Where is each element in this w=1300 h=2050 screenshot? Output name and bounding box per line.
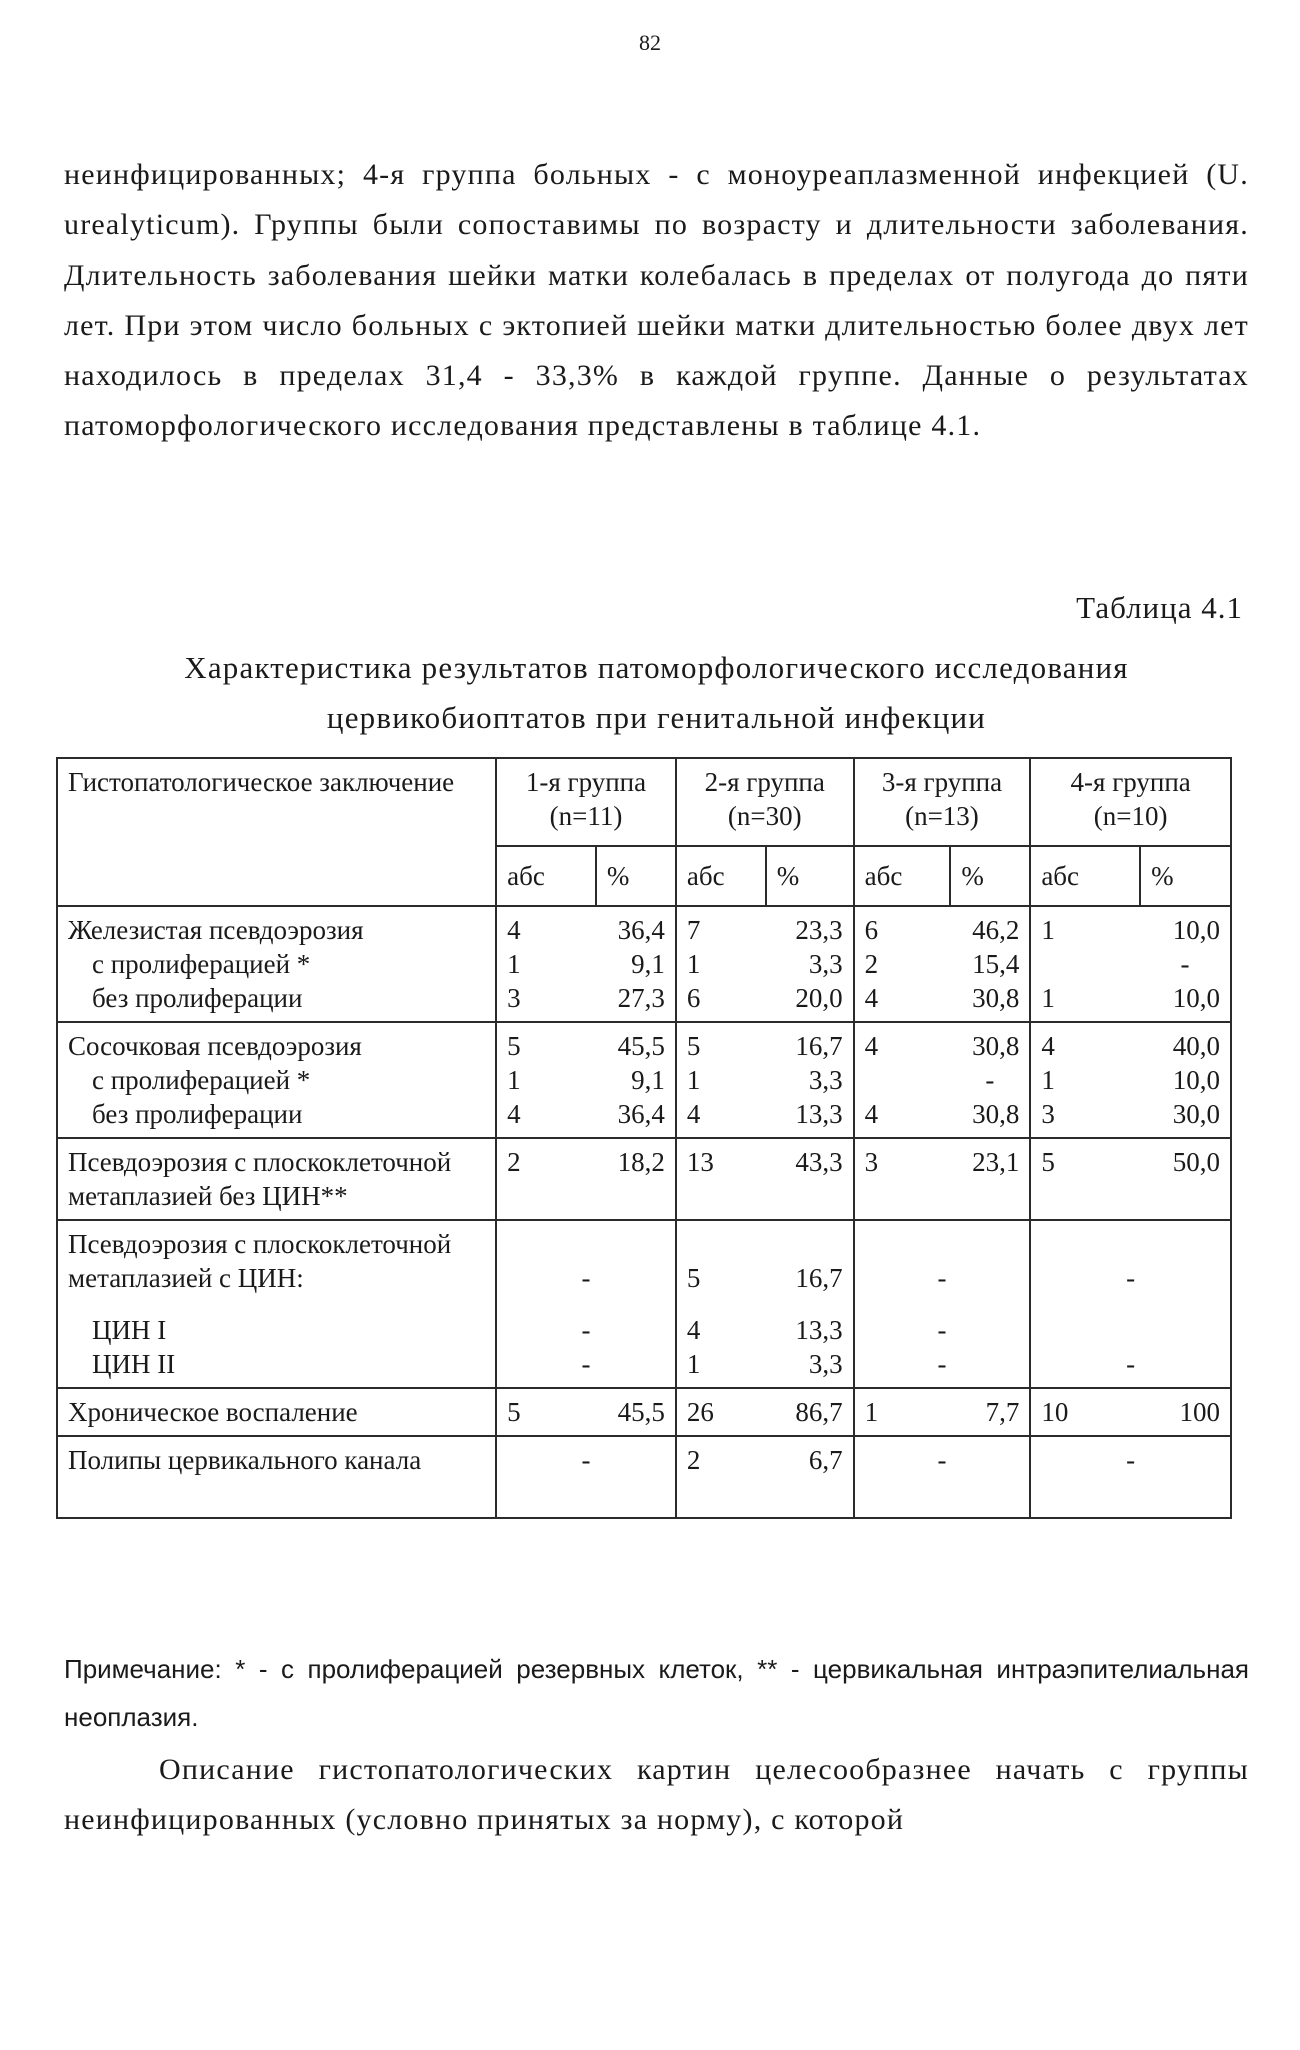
- subheader-pct: %: [766, 846, 854, 906]
- row-label: [57, 1220, 496, 1388]
- cell-abs: 13: [676, 1138, 766, 1220]
- subheader-pct: %: [596, 846, 676, 906]
- cell-value: 6: [686, 983, 701, 1013]
- cell-value: 30,8: [972, 983, 1020, 1013]
- cell-pct: 18,2: [596, 1138, 676, 1220]
- subheader-pct: %: [1140, 846, 1231, 906]
- cell-value: -: [581, 1315, 591, 1345]
- table-note: Примечание: * - с пролиферацией резервных клеток, ** - цервикальная интраэпителиальная неоплазия.: [64, 1654, 1249, 1732]
- cell-abs: [676, 1220, 766, 1388]
- cell-pct: 43,3: [766, 1138, 854, 1220]
- cell-abs: [854, 1022, 951, 1138]
- cell-abs: [676, 906, 766, 1022]
- column-header: 4-я группа (n=10): [1030, 758, 1231, 846]
- data-table: [56, 757, 1232, 1519]
- cell-value: 45,5: [617, 1031, 665, 1061]
- row-label-sub: с пролиферацией *: [92, 1065, 311, 1095]
- row-label: Псевдоэрозия с плоскоклеточной метаплазией без ЦИН**: [57, 1138, 496, 1220]
- row-label-sub: ЦИН I: [92, 1315, 167, 1345]
- cell-value: 1: [1041, 915, 1055, 945]
- cell-pct: 45,5: [596, 1388, 676, 1436]
- cell-value: 46,2: [972, 915, 1020, 945]
- cell-value: 10,0: [1172, 915, 1220, 945]
- cell-group: -: [854, 1436, 1031, 1518]
- cell-pct: [950, 906, 1030, 1022]
- cell-abs: 5: [1030, 1138, 1140, 1220]
- cell-value: 1: [1041, 983, 1055, 1013]
- cell-pct: 86,7: [766, 1388, 854, 1436]
- cell-abs: 26: [676, 1388, 766, 1436]
- row-label-sub: с пролиферацией *: [92, 949, 311, 979]
- cell-value: 20,0: [795, 983, 843, 1013]
- cell-value: 1: [1041, 1065, 1055, 1095]
- cell-value: 1: [507, 949, 521, 979]
- cell-value: 36,4: [617, 915, 665, 945]
- row-label-main: Сосочковая псевдоэрозия: [68, 1031, 362, 1061]
- cell-abs: [1030, 1022, 1140, 1138]
- subheader-abs: абс: [676, 846, 766, 906]
- cell-pct: [596, 1022, 676, 1138]
- table-row: [57, 1436, 1231, 1518]
- row-label: Хроническое воспаление: [57, 1388, 496, 1436]
- cell-abs: [496, 1022, 596, 1138]
- cell-value: 13,3: [795, 1099, 843, 1129]
- cell-value: 4: [1041, 1031, 1055, 1061]
- cell-value: 10,0: [1172, 1065, 1220, 1095]
- cell-value: 30,0: [1172, 1099, 1220, 1129]
- row-label: [57, 1022, 496, 1138]
- cell-value: 9,1: [631, 949, 665, 979]
- cell-value: -: [581, 1349, 591, 1379]
- cell-value: 13,3: [795, 1315, 843, 1345]
- cell-value: -: [1126, 1349, 1136, 1379]
- cell-value: -: [1126, 1263, 1136, 1293]
- table-row: [57, 1388, 1231, 1436]
- cell-group: -: [1030, 1436, 1231, 1518]
- cell-abs: 1: [854, 1388, 951, 1436]
- cell-pct: [766, 1220, 854, 1388]
- cell-pct: 7,7: [950, 1388, 1030, 1436]
- cell-abs: 2: [676, 1436, 766, 1518]
- cell-value: 4: [507, 915, 521, 945]
- cell-pct: [1140, 1022, 1231, 1138]
- cell-pct: [950, 1022, 1030, 1138]
- cell-value: 16,7: [795, 1031, 843, 1061]
- cell-value: 1: [507, 1065, 521, 1095]
- cell-value: 36,4: [617, 1099, 665, 1129]
- cell-abs: 3: [854, 1138, 951, 1220]
- row-label: [57, 906, 496, 1022]
- cell-abs: [854, 906, 951, 1022]
- cell-group: [1030, 1220, 1231, 1388]
- cell-abs: [496, 906, 596, 1022]
- table-caption: Таблица 4.1: [1076, 590, 1243, 625]
- cell-value: 27,3: [617, 983, 665, 1013]
- cell-value: 5: [686, 1263, 701, 1293]
- cell-pct: [1140, 906, 1231, 1022]
- body-paragraph: Описание гистопатологических картин целесообразнее начать с группы неинфицированных (условно принятых за норму), с которой: [64, 1753, 1249, 1837]
- cell-pct: [766, 906, 854, 1022]
- cell-value: 5: [507, 1031, 521, 1061]
- row-label-sub: без пролиферации: [92, 1099, 303, 1129]
- column-header: 1-я группа (n=11): [496, 758, 676, 846]
- column-header: 2-я группа (n=30): [676, 758, 854, 846]
- cell-value: 4: [686, 1099, 701, 1129]
- cell-value: -: [985, 1065, 995, 1095]
- page-number: 82: [639, 30, 661, 55]
- row-label-main: Железистая псевдоэрозия: [68, 915, 364, 945]
- cell-value: -: [937, 1349, 947, 1379]
- cell-value: 4: [507, 1099, 521, 1129]
- cell-abs: 5: [496, 1388, 596, 1436]
- cell-pct: [596, 906, 676, 1022]
- table-row: [57, 1138, 1231, 1220]
- table-row: [57, 1022, 1231, 1138]
- cell-value: [1041, 947, 1130, 981]
- cell-value: 3: [507, 983, 521, 1013]
- cell-value: 4: [864, 983, 879, 1013]
- subheader-abs: абс: [854, 846, 951, 906]
- cell-pct: 100: [1140, 1388, 1231, 1436]
- table-header-row: [57, 758, 1231, 846]
- cell-value: 30,8: [972, 1031, 1020, 1061]
- cell-value: 23,3: [795, 915, 843, 945]
- cell-value: 15,4: [972, 949, 1020, 979]
- cell-value: 6: [864, 915, 879, 945]
- cell-value: 9,1: [631, 1065, 665, 1095]
- cell-value: 4: [686, 1315, 701, 1345]
- cell-value: 2: [864, 949, 879, 979]
- subheader-pct: %: [950, 846, 1030, 906]
- cell-abs: 10: [1030, 1388, 1140, 1436]
- cell-abs: 2: [496, 1138, 596, 1220]
- cell-value: 10,0: [1172, 983, 1220, 1013]
- cell-abs: [1030, 906, 1140, 1022]
- row-label: Полипы цервикального канала: [57, 1436, 496, 1518]
- body-paragraph: неинфицированных; 4-я группа больных - с моноуреаплазменной инфекцией (U. urealyticum). Группы были сопоставимы по возрасту и длительности заболевания. Длительность заболевания шейки матки колебалась в пределах от полугода до пяти лет. При этом число больных с эктопией шейки матки длительностью более двух лет находилось в пределах 31,4 - 33,3% в каждой группе. Данные о результатах патоморфологического исследования представлены в таблице 4.1.: [64, 158, 1249, 443]
- cell-value: [1041, 1313, 1220, 1347]
- cell-pct: 6,7: [766, 1436, 854, 1518]
- cell-value: 40,0: [1172, 1031, 1220, 1061]
- cell-value: 1: [686, 1349, 701, 1379]
- row-label-sub: ЦИН II: [92, 1349, 176, 1379]
- cell-value: -: [581, 1263, 591, 1293]
- cell-pct: 23,1: [950, 1138, 1030, 1220]
- cell-value: 3,3: [808, 949, 843, 979]
- cell-value: 3,3: [808, 1349, 843, 1379]
- row-label-sub: без пролиферации: [92, 983, 303, 1013]
- cell-pct: 50,0: [1140, 1138, 1231, 1220]
- cell-value: 3,3: [808, 1065, 843, 1095]
- cell-group: [854, 1220, 1031, 1388]
- column-header: 3-я группа (n=13): [854, 758, 1031, 846]
- cell-value: [865, 1063, 941, 1097]
- cell-value: 4: [864, 1031, 879, 1061]
- cell-value: 1: [686, 1065, 701, 1095]
- cell-group: -: [496, 1436, 676, 1518]
- cell-value: -: [937, 1315, 947, 1345]
- cell-abs: [676, 1022, 766, 1138]
- cell-value: 4: [864, 1099, 879, 1129]
- table-row: [57, 1220, 1231, 1388]
- subheader-abs: абс: [496, 846, 596, 906]
- table-title: Характеристика результатов патоморфологического исследования цервикобиоптатов при генитальной инфекции: [184, 650, 1129, 735]
- cell-value: 16,7: [795, 1263, 843, 1293]
- cell-pct: [766, 1022, 854, 1138]
- column-header: Гистопатологическое заключение: [57, 758, 496, 906]
- table-row: [57, 906, 1231, 1022]
- cell-group: [496, 1220, 676, 1388]
- cell-value: -: [937, 1263, 947, 1293]
- subheader-abs: абс: [1030, 846, 1140, 906]
- cell-value: 3: [1041, 1099, 1055, 1129]
- cell-value: 1: [686, 949, 701, 979]
- row-label-main: Псевдоэрозия с плоскоклеточной метаплазией с ЦИН:: [68, 1229, 452, 1293]
- cell-value: -: [1180, 949, 1190, 979]
- cell-value: 7: [686, 915, 701, 945]
- cell-value: 5: [686, 1031, 701, 1061]
- cell-value: 30,8: [972, 1099, 1020, 1129]
